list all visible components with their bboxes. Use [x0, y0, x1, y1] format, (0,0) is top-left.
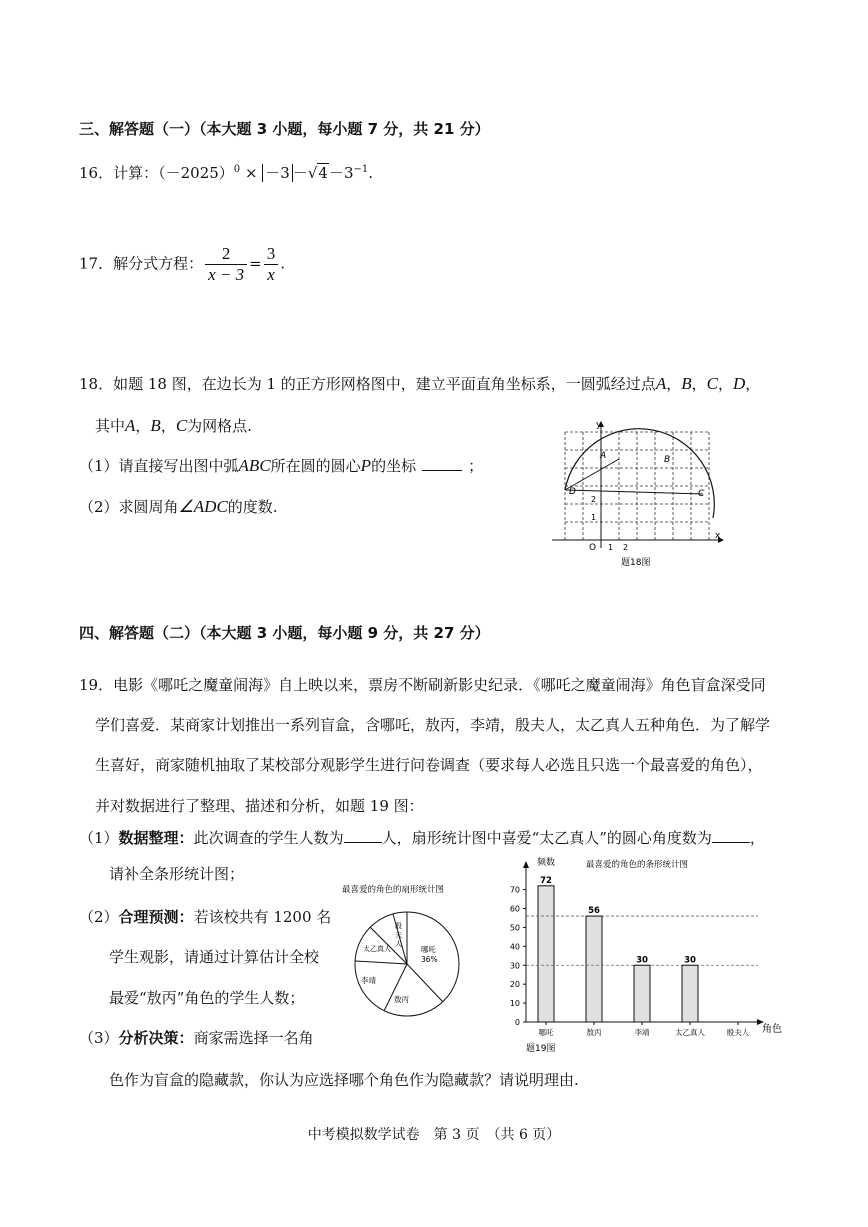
q16-absolute-value: －3 — [262, 164, 293, 182]
fig-point-b: B — [664, 455, 671, 465]
bar-value-label: 72 — [540, 875, 552, 886]
figure-19-caption: 题19图 — [526, 1044, 556, 1054]
question-19-line1 — [79, 674, 766, 695]
q17-label: 解分式方程： — [113, 254, 204, 273]
q17-rhs-fraction — [264, 244, 279, 285]
bar-category-label: 太乙真人 — [675, 1028, 705, 1037]
bar-y-tick-label: 0 — [514, 1018, 520, 1027]
x-tick-1: 1 — [608, 543, 614, 552]
figure-18 — [548, 418, 728, 568]
point-d-label: D — [732, 374, 746, 393]
q18-text2a: 其中 — [95, 417, 126, 435]
bar-marks — [510, 876, 758, 1037]
question-18-part1 — [79, 455, 483, 476]
chord-dc — [565, 490, 703, 494]
q19-text1: 电影《哪吒之魔童闹海》自上映以来，票房不断刷新影史纪录．《哪吒之魔童闹海》角色盲盒深受同 — [113, 676, 766, 694]
q19-p1-text3: 请补全条形统计图； — [109, 865, 245, 883]
question-16: 16．计算：$(-2025)^0 \times -3 -√4-3^{-1}$. — [79, 164, 374, 182]
bar-category-label: 李靖 — [634, 1028, 650, 1037]
bar-y-tick-label: 20 — [509, 980, 520, 990]
q19-angle-blank[interactable] — [712, 842, 750, 843]
q17-lhs-fraction — [205, 244, 247, 285]
q19-p2-text3: 最爱“敖丙”角色的学生人数； — [109, 989, 305, 1007]
y-tick-2: 2 — [591, 495, 597, 504]
q19-part3 — [79, 1027, 314, 1048]
section4-note: （本大题 3 小题，每小题 9 分，共 27 分） — [199, 624, 490, 642]
q19-part1 — [79, 827, 765, 848]
section4-heading — [79, 622, 490, 643]
q19-p1-index: （1） — [79, 829, 119, 847]
q18-p1-text: （1）请直接写出图中弧 — [79, 457, 239, 475]
pie-label-nezha: 哪吒 — [421, 945, 436, 954]
chord-da — [565, 459, 619, 490]
section4-title: 四、解答题（二） — [79, 624, 200, 642]
bar-value-label: 30 — [636, 955, 648, 966]
grid — [565, 432, 710, 540]
bar-ylabel: 频数 — [537, 858, 556, 868]
section3-title: 三、解答题（一） — [79, 120, 200, 138]
bar-y-tick-label: 50 — [509, 923, 520, 933]
bar-value-label: 30 — [684, 955, 696, 966]
q19-text4: 并对数据进行了整理、描述和分析，如题 19 图： — [95, 797, 424, 815]
arc-abc-label: ABC — [238, 456, 271, 475]
q19-p1-bold: 数据整理： — [118, 829, 194, 847]
q19-count-blank[interactable] — [344, 842, 382, 843]
point-a-label: A — [125, 416, 136, 435]
q19-p3-text2: 色作为盲盒的隐藏款，你认为应选择哪个角色作为隐藏款？请说明理由. — [109, 1071, 579, 1089]
q19-p2-index: （2） — [79, 908, 119, 926]
q16-end: . — [368, 164, 374, 182]
q16-term: －3 — [328, 164, 354, 182]
q18-p1-text2: 所在圆的圆心 — [270, 457, 361, 475]
q17-number: 17． — [79, 254, 114, 273]
bar-xlabel: 角色 — [762, 1024, 782, 1035]
x-tick-2: 2 — [623, 543, 629, 552]
pie-label-aobing: 敖丙 — [394, 995, 409, 1004]
bar-y-tick-label: 60 — [509, 904, 520, 914]
q18-p1-end: ； — [468, 457, 484, 475]
q16-number: 16． — [79, 164, 114, 182]
q16-base: （－2025） — [158, 164, 234, 182]
point-b-label: B — [681, 374, 692, 393]
pie-label-char: 殷 — [395, 922, 402, 930]
q19-text3: 生喜好，商家随机抽取了某校部分观影学生进行问卷调查（要求每人必选且只选一个最喜爱的角色）， — [95, 756, 763, 774]
question-18-part2 — [79, 496, 278, 517]
question-18-line2: 其中A，B，C为网格点. — [95, 416, 252, 435]
bar-value-label: 56 — [588, 906, 600, 917]
q17-end: . — [280, 254, 285, 273]
q19-text2: 学们喜爱．某商家计划推出一系列盲盒，含哪吒，敖丙，李靖，殷夫人，太乙真人五种角色．为了解学 — [95, 716, 771, 734]
section3-heading — [79, 118, 490, 139]
origin-label: O — [589, 543, 597, 553]
q16-minus: － — [292, 164, 308, 182]
page-footer: 中考模拟数学试卷 第 3 页 （共 6 页） — [307, 1127, 561, 1143]
fig-point-d: D — [569, 487, 576, 497]
bar-3 — [682, 965, 698, 1022]
q19-p1-text: 此次调查的学生人数为 — [193, 829, 344, 847]
pie-label-nezha-pct: 36% — [421, 955, 438, 964]
center-p-label: P — [360, 456, 372, 475]
y-tick-1: 1 — [591, 513, 597, 522]
q18-text2b: 为网格点. — [187, 417, 252, 435]
bar-0 — [538, 886, 554, 1022]
bar-y-arrow-icon — [523, 861, 529, 868]
bar-category-label: 哪吒 — [538, 1028, 554, 1037]
q18-p2-text: （2）求圆周角 — [79, 498, 179, 516]
bar-chart — [496, 852, 794, 1058]
pie-label-char: 人 — [395, 940, 402, 948]
q19-p2-text2: 学生观影，请通过计算估计全校 — [109, 948, 320, 966]
q19-p1-end: ， — [749, 829, 765, 847]
pie-title: 最喜爱的角色的扇形统计图 — [342, 885, 445, 895]
q16-sqrt: 4 — [318, 164, 328, 182]
point-a-label: A — [655, 374, 667, 393]
bar-title: 最喜爱的角色的条形统计图 — [586, 860, 689, 870]
q19-part2 — [79, 906, 331, 927]
y-axis-label: y — [596, 420, 602, 430]
q17-lhs-den: x − 3 — [208, 265, 245, 284]
point-b-label: B — [150, 416, 161, 435]
bar-1 — [586, 916, 602, 1022]
question-18-line1: 18．如题 18 图，在边长为 1 的正方形网格图中，建立平面直角坐标系，一圆弧经过点A，B，C，D， — [79, 374, 761, 393]
bar-category-label: 敖丙 — [586, 1028, 602, 1037]
q16-neg-exponent: −1 — [353, 164, 369, 175]
q16-times: × — [240, 164, 263, 182]
point-c-label: C — [175, 416, 188, 435]
fig-point-c: C — [698, 489, 705, 499]
bar-2 — [634, 965, 650, 1022]
bar-y-tick-label: 40 — [509, 942, 520, 952]
point-c-label: C — [706, 374, 718, 393]
q19-p3-text: 商家需选择一名角 — [193, 1029, 314, 1047]
q18-p2-text2: 的度数. — [227, 498, 278, 516]
pie-label-lijing: 李靖 — [361, 976, 376, 985]
q18-number: 18． — [79, 375, 114, 393]
bar-y-tick-label: 30 — [509, 961, 520, 971]
q17-rhs-den: x — [267, 265, 275, 284]
q19-number: 19． — [79, 676, 114, 694]
x-axis-label: x — [715, 531, 721, 541]
q17-rhs-num: 3 — [264, 244, 279, 265]
q17-equals: = — [249, 254, 262, 273]
pie-label-char: 夫 — [395, 931, 402, 939]
figure-18-caption: 题18图 — [621, 558, 651, 568]
angle-adc-label: ∠ADC — [178, 497, 228, 516]
pie-label-taiyi: 太乙真人 — [363, 945, 391, 953]
q16-exponent: 0 — [233, 164, 241, 175]
q18-answer-blank[interactable] — [422, 470, 462, 471]
q18-p1-text3: 的坐标 — [371, 457, 417, 475]
q19-p2-text: 若该校共有 1200 名 — [193, 908, 332, 926]
pie-label-yinfuren — [395, 921, 402, 948]
bar-y-tick-label: 70 — [509, 885, 520, 895]
q19-p3-index: （3） — [79, 1029, 119, 1047]
fig-point-a: A — [600, 451, 607, 461]
q19-p1-text2: 人，扇形统计图中喜爱“太乙真人”的圆心角度数为 — [381, 829, 712, 847]
q17-lhs-num: 2 — [205, 244, 247, 265]
q16-label: 计算： — [113, 164, 159, 182]
q19-p3-bold: 分析决策： — [118, 1029, 194, 1047]
bar-category-label: 殷夫人 — [726, 1028, 750, 1037]
section3-note: （本大题 3 小题，每小题 7 分，共 21 分） — [199, 120, 490, 138]
arc-abc — [565, 429, 714, 518]
q18-text1: 如题 18 图，在边长为 1 的正方形网格图中，建立平面直角坐标系，一圆弧经过点 — [113, 375, 656, 393]
question-17 — [79, 244, 285, 285]
q19-p2-bold: 合理预测： — [118, 908, 194, 926]
pie-chart — [335, 878, 495, 1028]
bar-y-tick-label: 10 — [509, 999, 520, 1009]
